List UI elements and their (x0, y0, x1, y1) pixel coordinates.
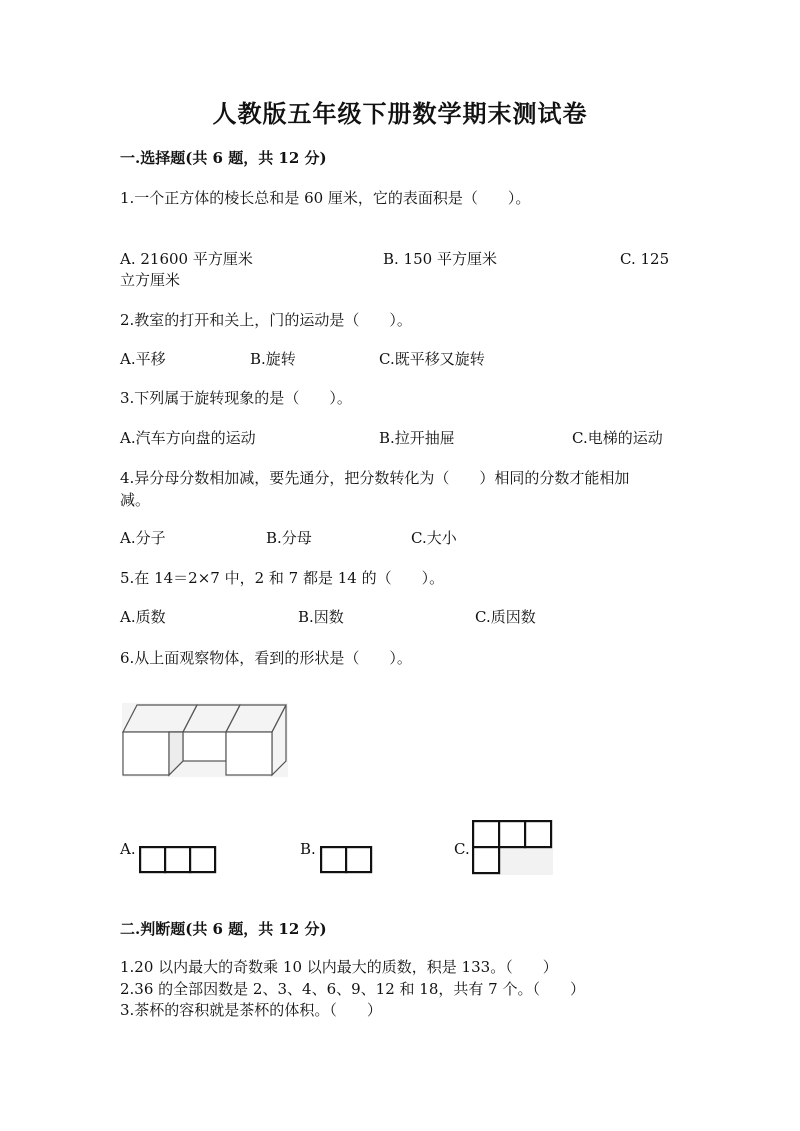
question-6-option-c-label: C. (454, 840, 470, 858)
question-5-option-b: B.因数 (298, 608, 344, 626)
question-4-option-b: B.分母 (266, 529, 312, 547)
question-2-stem: 2.教室的打开和关上，门的运动是（ ）。 (120, 311, 412, 329)
question-3-option-c: C.电梯的运动 (572, 429, 663, 447)
question-1-option-a: A. 21600 平方厘米 (120, 250, 253, 268)
question-3-option-b: B.拉开抽屉 (379, 429, 455, 447)
option-a-three-squares-figure (139, 846, 218, 874)
option-c-l-shape-figure (472, 820, 554, 876)
question-6-option-a-label: A. (120, 840, 136, 858)
page-title: 人教版五年级下册数学期末测试卷 (212, 99, 588, 128)
question-2-option-b: B.旋转 (250, 350, 296, 368)
question-4-stem-cont: 减。 (120, 491, 151, 509)
judge-item-2: 2.36 的全部因数是 2、3、4、6、9、12 和 18，共有 7 个。（ ） (120, 980, 585, 998)
question-5-option-a: A.质数 (120, 608, 166, 626)
question-2-option-a: A.平移 (120, 350, 166, 368)
cube-arrangement-figure (122, 703, 288, 777)
question-1-option-b: B. 150 平方厘米 (383, 250, 497, 268)
question-4-option-a: A.分子 (120, 529, 166, 547)
section-heading-choice: 一.选择题(共 6 题，共 12 分) (120, 149, 327, 167)
question-5-option-c: C.质因数 (475, 608, 536, 626)
question-6-stem: 6.从上面观察物体，看到的形状是（ ）。 (120, 649, 412, 667)
question-2-option-c: C.既平移又旋转 (379, 350, 485, 368)
question-5-stem: 5.在 14＝2×7 中，2 和 7 都是 14 的（ ）。 (120, 569, 445, 587)
question-3-stem: 3.下列属于旋转现象的是（ ）。 (120, 389, 352, 407)
option-b-two-squares-figure (320, 846, 374, 874)
question-4-option-c: C.大小 (411, 529, 457, 547)
judge-item-3: 3.茶杯的容积就是茶杯的体积。（ ） (120, 1001, 382, 1019)
question-6-option-b-label: B. (300, 840, 316, 858)
question-1-stem: 1.一个正方体的棱长总和是 60 厘米，它的表面积是（ ）。 (120, 189, 531, 207)
question-4-stem: 4.异分母分数相加减，要先通分，把分数转化为（ ）相同的分数才能相加 (120, 469, 630, 487)
question-1-option-c: C. 125 (620, 250, 670, 268)
question-1-option-c-cont: 立方厘米 (120, 271, 181, 289)
section-heading-judgement: 二.判断题(共 6 题，共 12 分) (120, 920, 327, 938)
judge-item-1: 1.20 以内最大的奇数乘 10 以内最大的质数，积是 133。（ ） (120, 958, 558, 976)
question-3-option-a: A.汽车方向盘的运动 (120, 429, 256, 447)
